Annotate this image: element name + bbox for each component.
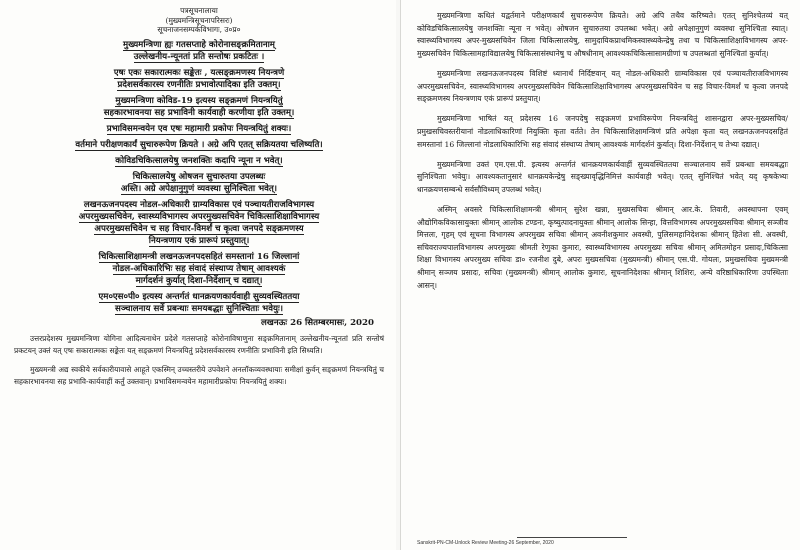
highlight-block-5 [14,139,384,151]
header-line: सूचनाजनसम्पर्कविभागः, उ०प्र० [157,25,241,34]
headline-line: मुख्यमन्त्रिणा ह्यः गतसप्ताहे कोरोनासङ्क्रमितानाम् [123,39,275,50]
headline-line: सञ्चालनाय सर्वे प्रबन्धाः समयबद्धाः सुनिश्चिताः भवेयुः। [115,303,283,314]
headline-line: वर्तमाने परीक्षणकार्यं सुचारुरूपेण क्रियते । अग्रे अपि एतत् सक्रियतया चलिष्यति। [75,139,323,150]
highlight-block-8 [14,199,384,247]
headline-line: लखनऊजनपदस्य नोडल-अधिकारी ग्राम्यविकास एवं पञ्चायतीराजविभागस्य [83,199,315,210]
document-footer [417,537,627,546]
headline-line: चिकित्सालयेषु ओषजन सुचारुतया उपलब्धः [132,171,266,182]
header-line: (मुख्यमन्त्रिसूचनापरिसरः) [165,15,233,25]
footer-rule [517,537,627,538]
header-line: पत्रसूचनालाया [180,6,218,15]
headline-line: नियन्त्रणाय एकं प्रारूपं प्रस्तुयात्। [148,235,250,246]
headline-line: कोविडचिकित्सालयेषु जनशक्तिः कदापि न्यूना न भवेत्। [115,155,283,166]
headline-line: अस्ति। अग्रे अपेक्षानुगुणं व्यवस्था सुनिश्चिता भवेत्। [120,183,278,194]
footer-reference: Sanskrit-PN-CM-Unlock Review Meeting-26 September, 2020 [417,540,554,546]
highlight-block-4 [14,123,384,135]
headline-line: चिकित्साशिक्षामन्त्री लखनऊजनपदसहितं समस्तानां 16 जिल्लानां [98,251,300,262]
body-paragraph: अस्मिन् अवसरे चिकित्साशिक्षामन्त्री श्रीमान् सुरेश खन्ना, मुख्यसचिवः श्रीमान् आर.के. तिवारी, अवस्थापना एवम् औद्योगिकविकासायुक्तः श्रीमान् आलोक टण्डनः, कृष्युत्पादनायुक्तः श्रीमान् आलोक सिन्हा, वित्तविभागस्य अपरमुख्यसचिवः श्रीमान् सञ्जीव मित्तलः, गृहम् एवं सूचना विभागस्य अपरमुख्य सचिवः श्रीमान् अवनीशकुमार अवस्थी, पुलिसमहानिदेशकः श्रीमान् हितेशः सी. अवस्थी, सचिवराज्यपालविभागस्य अपरमुख्यः श्रीमती रेणुका कुमारः, स्वास्थ्यविभागस्य अपरमुख्यः सचिवः श्रीमान् अमितमोहन प्रसादः,चिकित्सा शिक्षा विभागस्य अपरमुख्य सचिवः डा० रजनीश दुबे, अपरः मुख्यसचिवः (मुख्यमन्त्री) श्रीमान् एस.पी. गोयलः, प्रमुखसचिवः मुख्यमन्त्री श्रीमान् सञ्जय प्रसादः, सचिवः (मुख्यमन्त्री) श्रीमान् आलोक कुमारः, सूचनानिदेशकः श्रीमान् शिशिरः, अन्ये वरिष्ठाधिकारिणः उपस्थिताः आसन्। [417,205,788,290]
body-paragraph: मुख्यमन्त्रिणा कथितं यद्वर्तमाने परीक्षणकार्यं सुचारुरूपेण क्रियते। अग्रे अपि तथैव करिष्यते। एतत् सुनिश्चेतव्यं यत् कोविडचिकित्सालयेषु जनशक्तिः न्यूना न भवेत्। ओषजन सुचारुतया उपलब्धः भवेत्। अग्रे अपेक्षानुगुणं व्यवस्था सुनिश्चिता स्यात्। स्वास्थ्यविभागस्य अपर-मुख्यसचिवेन जिला चिकित्सालयेषु, सामुदायिकप्राथमिकस्वास्थ्यकेन्द्रेषु तथा च चिकित्साशिक्षाविभागस्य अपर-मुख्यसचिवेन चिकित्सामहाविद्यालयेषु चिकित्सासंस्थानेषु च औषधीनाम् आवश्यकचिकित्सासामग्रीणां च उपलब्धतां सुनिश्चितां कुर्यात्। [417,11,788,58]
headline-line: मुख्यमन्त्रिणा कोविड-19 इत्यस्य सङ्क्रमणं नियन्त्रयितुं [115,95,283,106]
body-paragraph: मुख्यमन्त्री अद्य स्वकीये सर्वकारीयावासे आहूते एकस्मिन् उच्चस्तरीये उपवेशने अनलॉकव्यवस्थायाः समीक्षां कुर्वन् सङ्क्रमणं नियन्त्रयितुं च सहकारभावनया सह प्रभावि-कार्यवाहीं कर्तुं उक्तवान्। प्रभाविसमन्वयेन महामारीप्रकोपः नियन्त्रयितुं शक्यः। [14,364,384,386]
headline-line: अपरमुख्यसचिवेन च सह विचार-विमर्शं च कृत्वा जनपदे सङ्क्रमणस्य [94,223,304,234]
highlight-block-9 [14,251,384,287]
headline-line: अपरमुख्यसचिवेन, स्वास्थ्यविभागस्य अपरमुख्यसचिवेन चिकित्साशिक्षाविभागस्य [78,211,320,222]
highlight-block-7 [14,171,384,195]
headline-line: प्रभाविसमन्वयेन एव एषः महामारी प्रकोपः नियन्त्रयितुं शक्यः। [106,123,292,134]
body-paragraph: मुख्यमन्त्रिणा उक्तं एम.एस.पी. इत्यस्य अन्तर्गतं धानक्रयणकार्यवाहीं सुव्यवस्थिततया सञ्चालनाय सर्वे प्रबन्धाः समयबद्धाः सुनिश्चिताः भवेयुः। आवश्यकतानुसारं धानक्रयकेन्द्रेषु सङ्ख्यावृद्धिनिमित्तं कार्यवाही भवेत्। एतत् सुनिश्चितं भवेत् यद् कृषकेभ्यः धानक्रयणसम्बन्धे सर्वसौविध्यम् उपलब्धं भवेत्। [417,159,788,194]
headline-line: उल्लेखनीय-न्यूनतां प्रति सन्तोषः प्रकटितः । [133,51,265,62]
dateline: लखनऊः 26 सितम्बरमासः, 2020 [260,317,374,328]
highlight-block-1 [14,39,384,63]
press-header [14,6,384,35]
highlight-block-10 [14,291,384,315]
headline-line: एम०एस०पी० इत्यस्य अन्तर्गतं धानक्रयणकार्यवाही सुव्यवस्थिततया [98,291,300,302]
body-paragraph: उत्तरप्रदेशस्य मुख्यमन्त्रिणा योगिना आदित्यनाथेन प्रदेशे गतसप्ताहे कोरोनाविषाणुना सङ्क्रमितानाम् उल्लेखनीय-न्यूनतां प्रति सन्तोषं प्रकटयन् उक्तं यत् एषः सकारात्मकः सङ्केतः यत् सङ्क्रमणं नियन्त्रयितुं प्रदेशसर्वकारस्य रणनीतिः प्रभाविनी इति सिध्यति। [14,333,384,355]
right-page [400,0,800,550]
highlight-block-6 [14,155,384,167]
left-page [0,0,396,550]
headline-line: प्रदेशसर्वकारस्य रणनीतिः प्रभावोत्पादिका इति उक्तम्। [117,79,281,90]
headline-line: सहकारभावनया सह प्रभाविनी कार्यवाही करणीया इति उक्तम्। [103,107,295,118]
headline-line: नोडल-अधिकारिभिः सह संवादं संस्थाप्य तेषाम् आवश्यकं [112,263,286,274]
highlight-block-2 [14,67,384,91]
headline-line: एषः एकः सकारात्मकः सङ्केतः , यत्सङ्क्रमणस्य नियन्त्रणे [113,67,285,78]
highlight-block-3 [14,95,384,119]
body-paragraph: मुख्यमन्त्रिणा भाषितं यत् प्रदेशस्य 16 जनपदेषु सङ्क्रमणं प्रभाविरूपेण नियन्त्रयितुं शासनद्वारा अपर-मुख्यसचिव/प्रमुखसचिवस्तरीयानां नोडलाधिकारिणां नियुक्तिः कृता वर्तते। तेन चिकित्साशिक्षामन्त्रिणं प्रति अपेक्षा कृता यत् लखनऊजनपदसहितं समस्तानां 16 जिल्लानां नोडलाधिकारिभिः सह संवादं संस्थाप्य तेषाम् आवश्यकं मार्गदर्शनं कुर्यात्। दिशा-निर्देशान् च तेभ्यः दद्यात्। [417,114,788,149]
headline-line: मार्गदर्शनं कुर्यात् दिशा-निर्देशान् च दद्यात्। [135,275,263,286]
body-paragraph: मुख्यमन्त्रिणा लखनऊजनपदस्य विशिष्टं ध्यानार्थं निर्दिष्टवान् यत् नोडल-अधिकारी ग्राम्यविकास एवं पञ्चायतीराजविभागस्य अपरमुख्यसचिवेन, स्वास्थ्यविभागस्य अपरमुख्यसचिवेन चिकित्साशिक्षाविभागस्य अपरमुख्यसचिवेन च सह विचार-विमर्शं च कृत्वा जनपदे सङ्क्रमणस्य नियन्त्रणाय एकं प्रारूपं प्रस्तुयात्। [417,68,788,104]
